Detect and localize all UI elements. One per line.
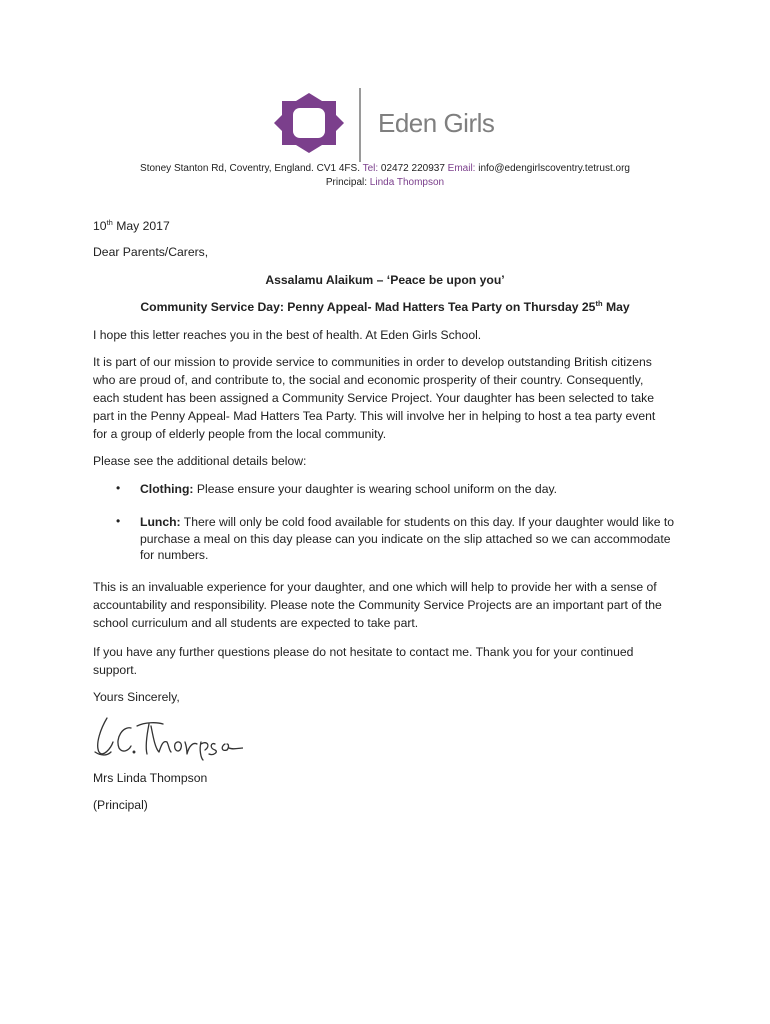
subject-suffix: th: [595, 299, 603, 308]
date-month-year: May 2017: [116, 219, 170, 233]
letter-date: [93, 219, 170, 233]
signer-name: Mrs Linda Thompson: [93, 771, 208, 785]
signer-title: (Principal): [93, 798, 148, 812]
paragraph-1: I hope this letter reaches you in the best of health. At Eden Girls School.: [93, 328, 482, 342]
greeting: Assalamu Alaikum – ‘Peace be upon you’: [265, 273, 505, 287]
subject-main: Community Service Day: Penny Appeal- Mad Hatters Tea Party on Thursday 25: [140, 300, 596, 314]
subject-line: [0, 300, 770, 314]
date-suffix: th: [106, 218, 113, 227]
school-name: Eden Girls: [378, 108, 495, 138]
tel-label: Tel:: [362, 163, 379, 174]
bullet-text: There will only be cold food available for students on this day. If your daughter would like to purchase a meal on this day please can you indicate on the slip attached so we can accommodate for numbers.: [140, 515, 675, 562]
signature-image: [93, 712, 243, 762]
bullet-text: Please ensure your daughter is wearing school uniform on the day.: [196, 482, 558, 496]
subject-end: May: [605, 300, 630, 314]
paragraph-3: Please see the additional details below:: [93, 454, 307, 468]
paragraph-2: It is part of our mission to provide service to communities in order to develop outstanding British citizens who are proud of, and contribute to, the social and economic prosperity of their country. Consequently, each student has been assigned a Community Service Project. Your daughter has been selected to take part in the Penny Appeal- Mad Hatters Tea Party. This will involve her in helping to host a tea party event for a group of elderly people from the local community.: [93, 355, 656, 441]
list-item-clothing: [140, 481, 685, 498]
email-label: Email:: [447, 163, 476, 174]
list-item-lunch: [140, 514, 685, 564]
principal-name: Linda Thompson: [369, 177, 445, 188]
bullet-icon: •: [116, 514, 121, 528]
school-logo: [274, 88, 504, 162]
address-line: [0, 163, 770, 174]
bullet-icon: •: [116, 481, 121, 495]
octagon-star-logo-icon: [274, 93, 344, 153]
principal-line: [0, 177, 770, 188]
bullet-label: Clothing:: [140, 482, 194, 496]
paragraph-4: This is an invaluable experience for your daughter, and one which will help to provide her with a sense of accountability and responsibility. Please note the Community Service Projects are an important part of the school curriculum and all students are expected to take part.: [93, 580, 662, 630]
bullet-label: Lunch:: [140, 515, 181, 529]
email-value: info@edengirlscoventry.tetrust.org: [478, 163, 630, 174]
address-text: Stoney Stanton Rd, Coventry, England. CV1 4FS.: [140, 163, 360, 174]
closing: Yours Sincerely,: [93, 690, 180, 704]
principal-label: Principal:: [325, 177, 368, 188]
tel-value: 02472 220937: [380, 163, 445, 174]
date-day: 10: [93, 219, 107, 233]
salutation: Dear Parents/Carers,: [93, 245, 209, 259]
paragraph-5: If you have any further questions please do not hesitate to contact me. Thank you for your continued support.: [93, 645, 634, 677]
logo-divider: [359, 88, 361, 162]
